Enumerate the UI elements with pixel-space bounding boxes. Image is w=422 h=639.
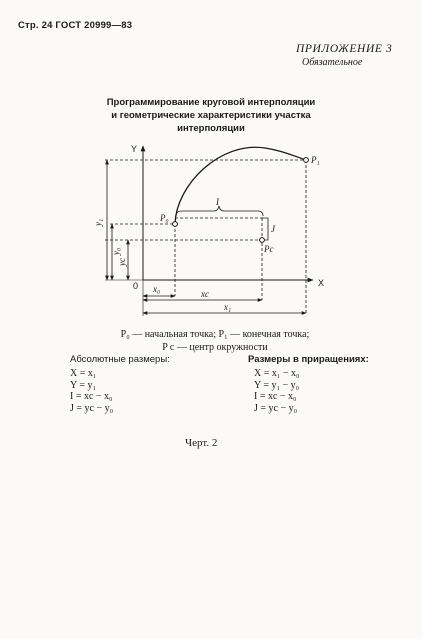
pc-label: Pc <box>264 244 274 254</box>
interpolation-arc <box>175 147 306 224</box>
p0-label: P₀ <box>160 213 169 223</box>
y-axis-label: Y <box>131 144 138 154</box>
incremental-formula: X = x₁ − x₀ <box>254 368 300 379</box>
yc-label: yc <box>117 258 127 266</box>
page-header: Стр. 24 ГОСТ 20999—83 <box>18 20 133 31</box>
x1-label: x₁ <box>224 302 232 312</box>
p1-label: P₁ <box>311 155 320 165</box>
figure-title-line-2: и геометрические характеристики участка <box>111 110 311 121</box>
figure-title-line-1: Программирование круговой интерполяции <box>106 97 316 108</box>
i-label: I <box>216 197 219 207</box>
absolute-formula: Y = y₁ <box>70 379 96 391</box>
incremental-formula: J = yc − y₀ <box>254 402 298 414</box>
y0-label: y₀ <box>111 247 121 255</box>
y1-label: y₁ <box>93 218 103 226</box>
incremental-formulas <box>254 368 299 414</box>
figure-title-line-3: интерполяции <box>177 123 245 134</box>
j-bracket <box>262 218 268 240</box>
x-axis-label: X <box>318 278 325 288</box>
point-p1 <box>304 158 309 163</box>
figure-caption: Черт. 2 <box>185 437 218 449</box>
incremental-heading: Размеры в приращениях: <box>248 354 369 365</box>
j-label: J <box>271 224 275 234</box>
legend-line-2: P c — центр окружности <box>162 342 268 353</box>
point-pc <box>260 238 265 243</box>
x0-label: x₀ <box>153 284 161 294</box>
incremental-formula: Y = y₁ − y₀ <box>254 379 300 391</box>
origin-label: 0 <box>133 281 139 291</box>
appendix-title: ПРИЛОЖЕНИЕ 3 <box>296 43 393 55</box>
absolute-heading: Абсолютные размеры: <box>70 354 170 365</box>
legend-line-1: P₀ — начальная точка; P₁ — конечная точка; <box>120 329 310 340</box>
i-brace <box>176 206 263 216</box>
appendix-subtitle: Обязательное <box>302 57 363 68</box>
xc-label: xc <box>201 289 209 299</box>
absolute-formula: J = yc − y₀ <box>70 402 114 414</box>
absolute-formula: X = x₁ <box>70 368 97 379</box>
absolute-formulas <box>70 368 113 414</box>
incremental-formula: I = xc − x₀ <box>254 391 297 402</box>
point-p0 <box>173 222 178 227</box>
absolute-formula: I = xc − x₀ <box>70 391 113 402</box>
